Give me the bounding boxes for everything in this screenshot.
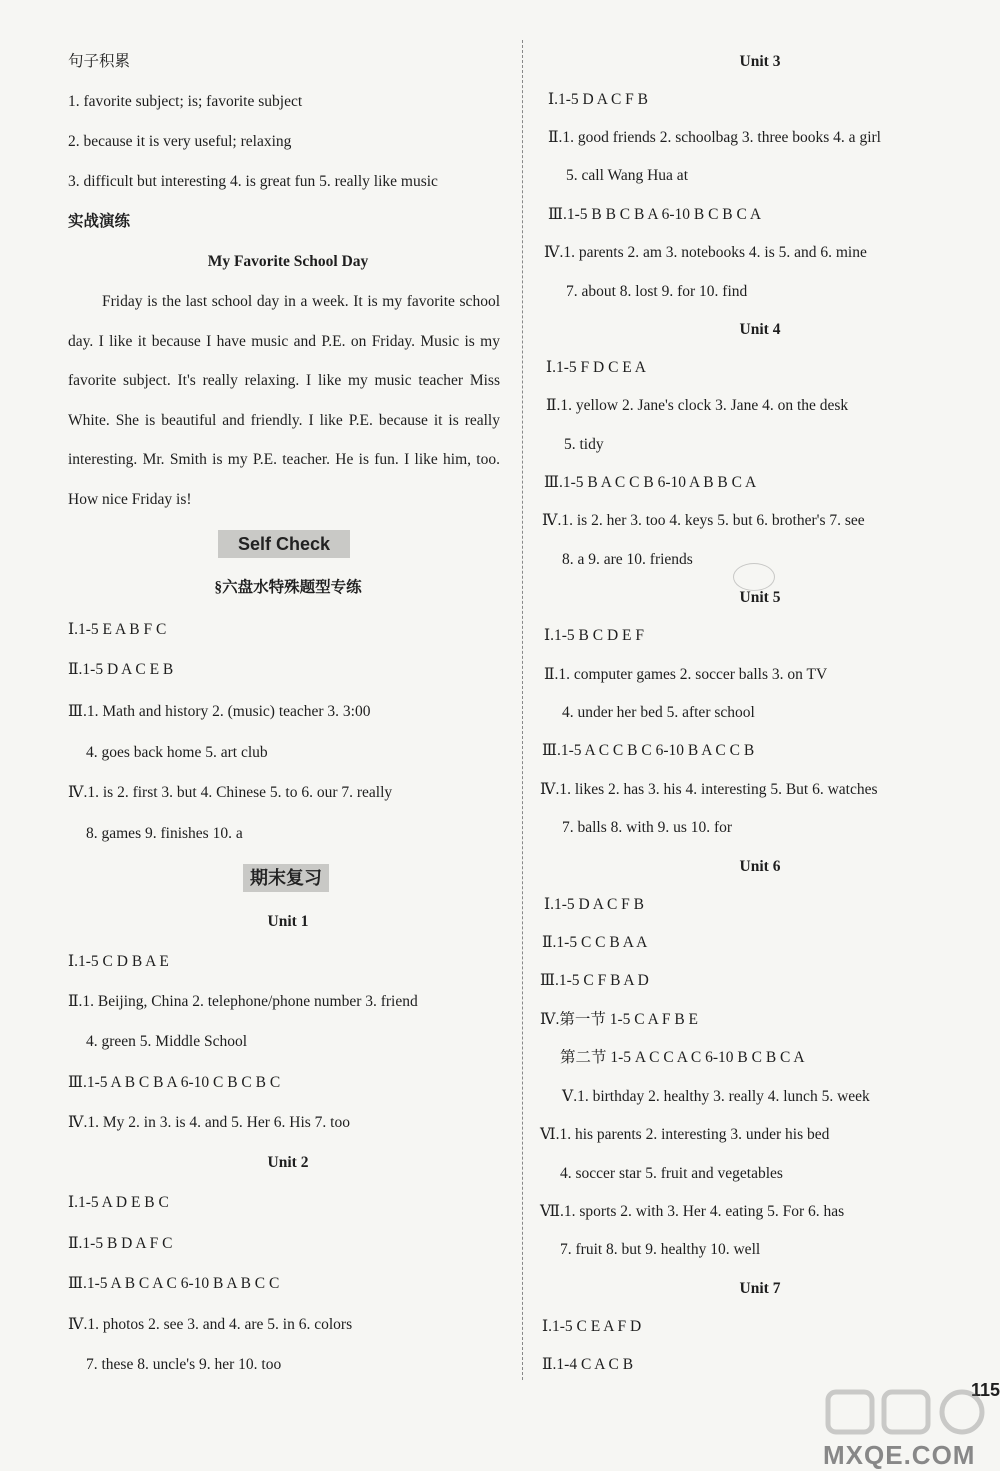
answer-line: 第二节 1-5 A C C A C 6-10 B C B C A bbox=[560, 1049, 805, 1066]
unit-heading: Unit 6 bbox=[739, 858, 781, 875]
answer-line: Ⅰ.1-5 B C D E F bbox=[544, 627, 644, 644]
answer-line: 7. about 8. lost 9. for 10. find bbox=[566, 283, 748, 300]
watermark-text: MXQE.COM bbox=[823, 1440, 976, 1470]
answer-line: 1. favorite subject; is; favorite subject bbox=[68, 93, 303, 110]
answer-line: Ⅳ.1. parents 2. am 3. notebooks 4. is 5. and 6. mine bbox=[544, 244, 867, 261]
answer-line: 5. tidy bbox=[564, 436, 604, 453]
essay-body: Friday is the last school day in a week. It is my favorite school day. I like it because I have music and P.E. on Friday. Music is my favorite subject. It's really relaxing. I like my music teacher Miss White. She is beautiful and friendly. I like P.E. because it is really interesting. Mr. Smith is my P.E. teacher. He is fun. I like him, too. How nice Friday is! bbox=[68, 293, 500, 508]
answer-line: 5. call Wang Hua at bbox=[566, 167, 688, 184]
answer-line: 3. difficult but interesting 4. is great fun 5. really like music bbox=[68, 173, 438, 190]
answer-line: Ⅲ.1-5 A B C B A 6-10 C B C B C bbox=[68, 1074, 281, 1091]
answer-line: Ⅰ.1-5 D A C F B bbox=[544, 896, 645, 913]
answer-line: Ⅰ.1-5 A D E B C bbox=[68, 1194, 169, 1211]
answer-line: 2. because it is very useful; relaxing bbox=[68, 133, 292, 150]
answer-line: Ⅱ.1. yellow 2. Jane's clock 3. Jane 4. on the desk bbox=[546, 397, 849, 414]
answer-line: Ⅳ.1. likes 2. has 3. his 4. interesting 5. But 6. watches bbox=[540, 781, 878, 798]
unit-heading: Unit 3 bbox=[739, 53, 781, 70]
section-heading: §六盘水特殊题型专练 bbox=[214, 579, 362, 596]
answer-line: Ⅲ.1-5 B A C C B 6-10 A B B C A bbox=[544, 474, 757, 491]
answer-line: Ⅰ.1-5 C D B A E bbox=[68, 953, 169, 970]
answer-line: Ⅲ.1-5 A C C B C 6-10 B A C C B bbox=[542, 742, 755, 759]
answer-line: Ⅱ.1-5 B D A F C bbox=[68, 1235, 173, 1252]
answer-line: Ⅱ.1. good friends 2. schoolbag 3. three books 4. a girl bbox=[548, 129, 881, 146]
answer-line: Ⅵ.1. his parents 2. interesting 3. under his bed bbox=[540, 1126, 830, 1143]
answer-line: Ⅱ.1. Beijing, China 2. telephone/phone number 3. friend bbox=[68, 993, 418, 1010]
section-heading: 句子积累 bbox=[68, 53, 131, 70]
answer-line: Ⅱ.1-5 C C B A A bbox=[542, 934, 648, 951]
answer-line: Ⅳ.1. photos 2. see 3. and 4. are 5. in 6. colors bbox=[68, 1316, 353, 1333]
answer-line: Ⅳ.1. is 2. first 3. but 4. Chinese 5. to 6. our 7. really bbox=[68, 784, 393, 801]
answer-line: Ⅶ.1. sports 2. with 3. Her 4. eating 5. For 6. has bbox=[540, 1203, 845, 1220]
unit-heading: Unit 7 bbox=[739, 1280, 781, 1297]
unit-heading: Unit 4 bbox=[739, 321, 781, 338]
answer-line: 4. soccer star 5. fruit and vegetables bbox=[560, 1165, 783, 1182]
answer-line: 4. green 5. Middle School bbox=[86, 1033, 248, 1050]
answer-line: Ⅱ.1-4 C A C B bbox=[542, 1356, 634, 1373]
answer-line: 4. goes back home 5. art club bbox=[86, 744, 268, 761]
answer-line: Ⅲ.1. Math and history 2. (music) teacher 3. 3:00 bbox=[68, 703, 371, 720]
answer-line: Ⅰ.1-5 E A B F C bbox=[68, 621, 167, 638]
faint-stamp bbox=[733, 563, 775, 591]
answer-line: 4. under her bed 5. after school bbox=[562, 704, 755, 721]
answer-line: Ⅱ.1. computer games 2. soccer balls 3. on TV bbox=[544, 666, 828, 683]
section-heading: 实战演练 bbox=[68, 213, 131, 230]
answer-line: Ⅳ.第一节 1-5 C A F B E bbox=[540, 1011, 699, 1028]
essay-title: My Favorite School Day bbox=[207, 253, 369, 270]
self-check-banner: Self Check bbox=[218, 530, 350, 558]
answer-line: 8. a 9. are 10. friends bbox=[562, 551, 693, 568]
answer-line: Ⅲ.1-5 C F B A D bbox=[540, 972, 649, 989]
answer-line: 7. balls 8. with 9. us 10. for bbox=[562, 819, 733, 836]
answer-line: Ⅱ.1-5 D A C E B bbox=[68, 661, 174, 678]
answer-line: 7. fruit 8. but 9. healthy 10. well bbox=[560, 1241, 761, 1258]
answer-line: Ⅲ.1-5 B B C B A 6-10 B C B C A bbox=[548, 206, 762, 223]
answer-line: Ⅳ.1. is 2. her 3. too 4. keys 5. but 6. brother's 7. see bbox=[542, 512, 865, 529]
answer-line: Ⅴ.1. birthday 2. healthy 3. really 4. lunch 5. week bbox=[562, 1088, 870, 1105]
answer-line: Ⅲ.1-5 A B C A C 6-10 B A B C C bbox=[68, 1275, 280, 1292]
page-number: 115 bbox=[970, 1380, 1000, 1400]
answer-line: Ⅰ.1-5 C E A F D bbox=[542, 1318, 642, 1335]
unit-heading: Unit 1 bbox=[267, 913, 309, 930]
unit-heading: Unit 5 bbox=[739, 589, 781, 606]
unit-heading: Unit 2 bbox=[267, 1154, 309, 1171]
column-divider bbox=[522, 40, 523, 1380]
answer-line: 8. games 9. finishes 10. a bbox=[86, 825, 243, 842]
answer-line: Ⅰ.1-5 F D C E A bbox=[546, 359, 646, 376]
answer-line: Ⅳ.1. My 2. in 3. is 4. and 5. Her 6. His 7. too bbox=[68, 1114, 350, 1131]
answer-line: 7. these 8. uncle's 9. her 10. too bbox=[86, 1356, 282, 1373]
final-review-banner: 期末复习 bbox=[243, 864, 329, 892]
answer-line: Ⅰ.1-5 D A C F B bbox=[548, 91, 649, 108]
